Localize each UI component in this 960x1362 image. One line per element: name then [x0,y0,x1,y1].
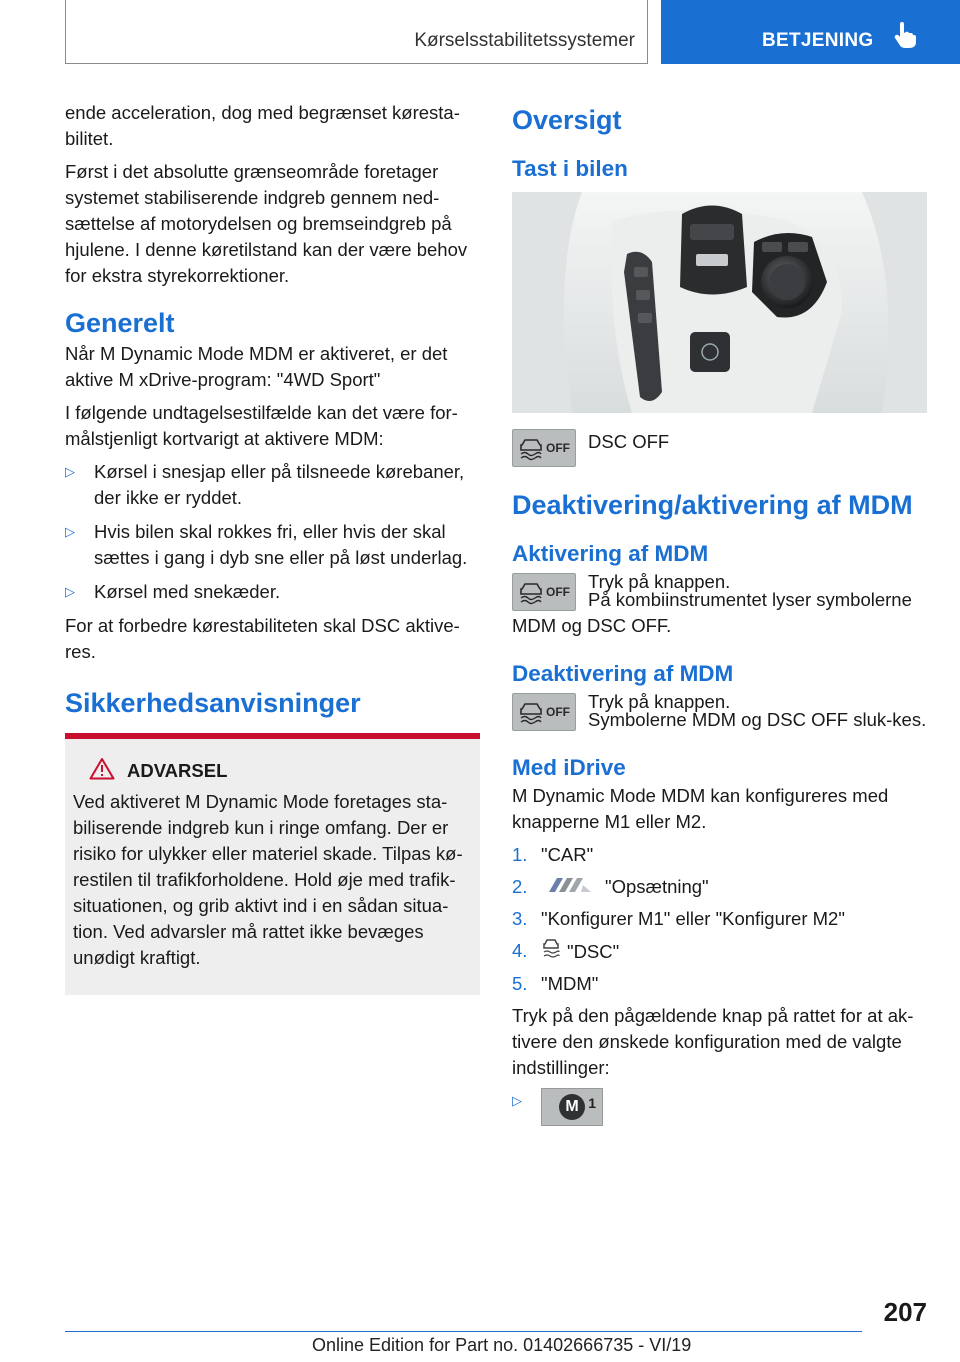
paragraph: Tryk på knappen. [588,691,731,712]
heading-deaktivering: Deaktivering af MDM [512,661,734,686]
list-item: 1. "CAR" [512,844,594,865]
paragraph: ende acceleration, dog med begrænset køresta-bilitet. [65,102,460,149]
m1-button-image: M 1 [541,1088,603,1126]
warning-title-row [89,757,470,785]
list-item: 5. "MDM" [512,973,599,994]
paragraph: Tryk på den pågældende knap på rattet for at ak-tivere den ønskede konfiguration med de valgte indstillinger: [512,1005,914,1078]
list-item: ▷ Kørsel i snesjap eller på tilsneede kørebaner, der ikke er ryddet. [65,461,465,508]
triangle-bullet-icon: ▷ [65,584,75,599]
list-item: ▷ Hvis bilen skal rokkes fri, eller hvis der skal sættes i gang i dyb sne eller på løst underlag. [65,521,468,568]
heading-aktivering: Aktivering af MDM [512,541,709,566]
dsc-off-button-image: OFF [512,429,576,467]
warning-triangle-icon [89,757,115,785]
car-skid-icon [518,581,544,605]
dsc-off-caption: DSC OFF [588,431,670,452]
heading-sikkerhed: Sikkerhedsanvisninger [65,688,361,718]
paragraph: Først i det absolutte grænseområde foretager systemet stabiliserende indgreb gennem ned-sættelse af motorydelsen og bremseindgreb på hjulene. I denne køretilstand kan der være behov for ekstra styrekorrektioner. [65,161,468,286]
list-item: 4. "DSC" [512,938,927,965]
edition-line: Online Edition for Part no. 01402666735 - VI/19 [312,1335,692,1355]
header-chapter-box [661,0,960,64]
triangle-bullet-icon: ▷ [65,464,75,479]
m-stripes-icon [541,874,599,900]
heading-deaktivering-aktivering: Deaktivering/aktivering af MDM [512,490,913,520]
heading-med-idrive: Med iDrive [512,755,626,780]
warning-title: ADVARSEL [127,760,228,781]
dsc-off-button-image: OFF [512,573,576,611]
warning-box [65,733,480,995]
list-item: 3. "Konfigurer M1" eller "Konfigurer M2" [512,908,845,929]
dsc-car-icon [541,938,561,965]
bullet-list [65,459,480,605]
pointing-hand-icon [894,22,916,53]
left-column [65,100,480,995]
paragraph: På kombiinstrumentet lyser symbolerne MDM og DSC OFF. [512,589,912,636]
header-section-box [65,0,648,64]
steps-list [512,842,927,997]
bullet-list [512,1088,927,1126]
dsc-off-button-image: OFF [512,693,576,731]
dsc-off-row [512,429,927,467]
paragraph: Tryk på knappen. [588,571,731,592]
car-skid-icon [518,701,544,725]
warning-text: Ved aktiveret M Dynamic Mode foretages sta-biliserende indgreb kun i ringe omfang. Der er risiko for ulykker eller materiel skade. Tilpas kø-restilen til trafikforholdene. Hold øje med trafik-situationen, og grib aktivt ind i en sådan situa-tion. Ved advarsler må rattet ikke bevæges unødigt kraftigt. [73,791,463,968]
paragraph: Symbolerne MDM og DSC OFF sluk-kes. [588,709,927,730]
car-skid-icon [518,437,544,461]
paragraph: For at forbedre kørestabiliteten skal DSC aktive-res. [65,615,460,662]
paragraph: Når M Dynamic Mode MDM er aktiveret, er det aktive M xDrive-program: "4WD Sport" [65,343,448,390]
center-console-photo [512,192,927,413]
right-column [512,100,927,1134]
heading-generelt: Generelt [65,308,175,338]
heading-oversigt: Oversigt [512,105,622,135]
list-item [512,1088,927,1126]
header-section-title: Kørselsstabilitetssystemer [414,30,635,51]
paragraph: I følgende undtagelsestilfælde kan det være for-målstjenligt kortvarigt at aktivere MDM: [65,402,458,449]
list-item: ▷ Kørsel med snekæder. [65,579,480,605]
page-number: 207 [883,1297,927,1327]
list-item: 2. "Opsætning" [512,874,927,900]
paragraph: M Dynamic Mode MDM kan konfigureres med knapperne M1 eller M2. [512,785,889,832]
triangle-bullet-icon: ▷ [512,1093,522,1108]
heading-tast-i-bilen: Tast i bilen [512,156,628,181]
header-chapter-title: BETJENING [762,30,874,51]
footer-divider [65,1331,862,1332]
triangle-bullet-icon: ▷ [65,524,75,539]
